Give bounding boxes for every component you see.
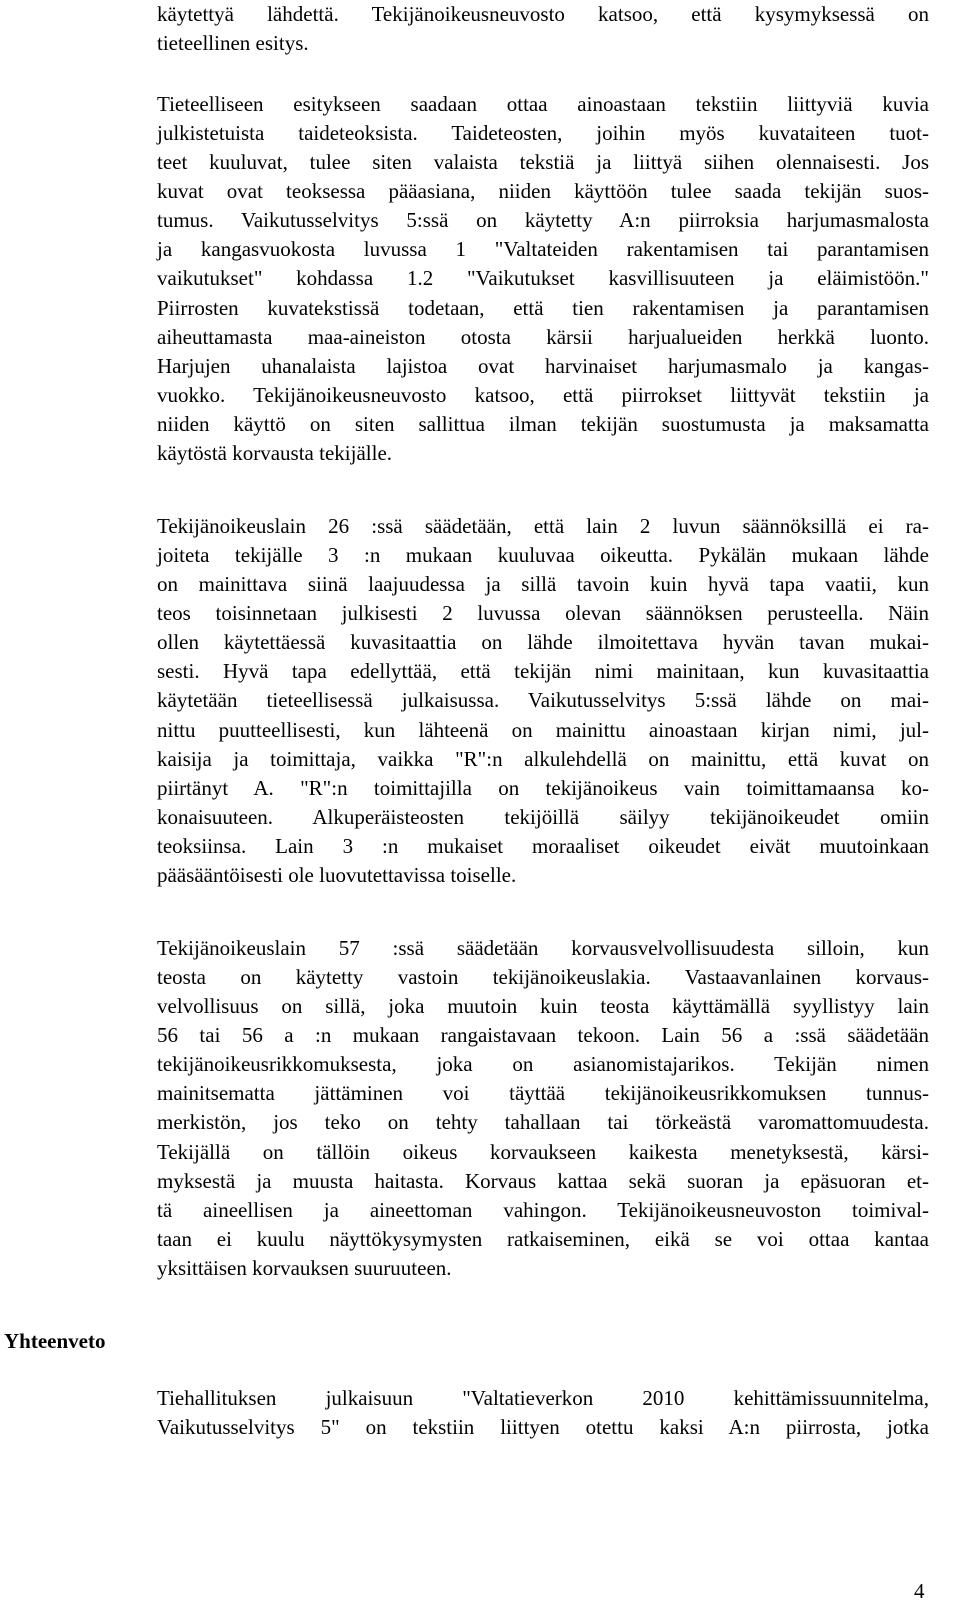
text-line: 56 tai 56 a :n mukaan rangaistavaan tekoon. Lain 56 a :ssä säädetään bbox=[157, 1023, 929, 1047]
text-line: ja kangasvuokosta luvussa 1 "Valtateiden rakentamisen tai parantamisen bbox=[157, 237, 929, 261]
text-line: ollen käytettäessä kuvasitaattia on lähde ilmoitettava hyvän tavan mukai- bbox=[157, 630, 929, 654]
text-line: tumus. Vaikutusselvitys 5:ssä on käytetty A:n piirroksia harjumasmalosta bbox=[157, 208, 929, 232]
text-line: Tekijänoikeuslain 26 :ssä säädetään, että lain 2 luvun säännöksillä ei ra- bbox=[157, 514, 929, 538]
text-line: Harjujen uhanalaista lajistoa ovat harvinaiset harjumasmalo ja kangas- bbox=[157, 354, 929, 378]
text-line: vuokko. Tekijänoikeusneuvosto katsoo, että piirrokset liittyvät tekstiin ja bbox=[157, 383, 929, 407]
text-line: piirtänyt A. "R":n toimittajilla on tekijänoikeus vain toimittamaansa ko- bbox=[157, 776, 929, 800]
text-line: taan ei kuulu näyttökysymysten ratkaiseminen, eikä se voi ottaa kantaa bbox=[157, 1227, 929, 1251]
text-line: teet kuuluvat, tulee siten valaista tekstiä ja liittyä siihen olennaisesti. Jos bbox=[157, 150, 929, 174]
text-line: käytetään tieteellisessä julkaisussa. Vaikutusselvitys 5:ssä lähde on mai- bbox=[157, 688, 929, 712]
text-line: pääsääntöisesti ole luovutettavissa toiselle. bbox=[157, 863, 517, 887]
text-line: Tieteelliseen esitykseen saadaan ottaa ainoastaan tekstiin liittyviä kuvia bbox=[157, 92, 929, 116]
text-line: kuvat ovat teoksessa pääasiana, niiden käyttöön tulee saada tekijän suos- bbox=[157, 179, 929, 203]
text-line: on mainittava siinä laajuudessa ja sillä tavoin kuin hyvä tapa vaatii, kun bbox=[157, 572, 929, 596]
text-line: velvollisuus on sillä, joka muutoin kuin teosta käyttämällä syyllistyy lain bbox=[157, 994, 929, 1018]
text-line: teos toisinnetaan julkisesti 2 luvussa olevan säännöksen perusteella. Näin bbox=[157, 601, 929, 625]
text-line: käytöstä korvausta tekijälle. bbox=[157, 441, 393, 465]
text-line: käytettyä lähdettä. Tekijänoikeusneuvosto katsoo, että kysymyksessä on bbox=[157, 2, 929, 26]
text-line: teoksiinsa. Lain 3 :n mukaiset moraaliset oikeudet eivät muutoinkaan bbox=[157, 834, 929, 858]
text-line: niiden käyttö on siten sallittua ilman tekijän suostumusta ja maksamatta bbox=[157, 412, 929, 436]
section-heading: Yhteenveto bbox=[4, 1329, 106, 1353]
text-line: mainitsematta jättäminen voi täyttää tekijänoikeusrikkomuksen tunnus- bbox=[157, 1081, 929, 1105]
text-line: Tekijänoikeuslain 57 :ssä säädetään korvausvelvollisuudesta silloin, kun bbox=[157, 936, 929, 960]
text-line: merkistön, jos teko on tehty tahallaan tai törkeästä varomattomuudesta. bbox=[157, 1110, 929, 1134]
text-line: aiheuttamasta maa-aineiston otosta kärsii harjualueiden herkkä luonto. bbox=[157, 325, 929, 349]
text-line: Vaikutusselvitys 5" on tekstiin liittyen otettu kaksi A:n piirrosta, jotka bbox=[157, 1415, 929, 1439]
text-line: Tiehallituksen julkaisuun "Valtatieverkon 2010 kehittämissuunnitelma, bbox=[157, 1386, 929, 1410]
text-line: myksestä ja muusta haitasta. Korvaus kattaa sekä suoran ja epäsuoran et- bbox=[157, 1169, 929, 1193]
text-line: nittu puutteellisesti, kun lähteenä on mainittu ainoastaan kirjan nimi, jul- bbox=[157, 718, 929, 742]
text-line: kaisija ja toimittaja, vaikka "R":n alkulehdellä on mainittu, että kuvat on bbox=[157, 747, 929, 771]
text-line: julkistetuista taideteoksista. Taideteosten, joihin myös kuvataiteen tuot- bbox=[157, 121, 929, 145]
text-line: tekijänoikeusrikkomuksesta, joka on asianomistajarikos. Tekijän nimen bbox=[157, 1052, 929, 1076]
text-line: joiteta tekijälle 3 :n mukaan kuuluvaa oikeutta. Pykälän mukaan lähde bbox=[157, 543, 929, 567]
text-line: yksittäisen korvauksen suuruuteen. bbox=[157, 1256, 452, 1280]
page-number: 4 bbox=[914, 1579, 925, 1603]
text-line: vaikutukset" kohdassa 1.2 "Vaikutukset kasvillisuuteen ja eläimistöön." bbox=[157, 266, 929, 290]
text-line: Piirrosten kuvatekstissä todetaan, että tien rakentamisen ja parantamisen bbox=[157, 296, 929, 320]
text-line: Tekijällä on tällöin oikeus korvaukseen kaikesta menetyksestä, kärsi- bbox=[157, 1140, 929, 1164]
text-line: tä aineellisen ja aineettoman vahingon. Tekijänoikeusneuvoston toimival- bbox=[157, 1198, 929, 1222]
text-line: konaisuuteen. Alkuperäisteosten tekijöillä säilyy tekijänoikeudet omiin bbox=[157, 805, 929, 829]
text-line: sesti. Hyvä tapa edellyttää, että tekijän nimi mainitaan, kun kuvasitaattia bbox=[157, 659, 929, 683]
text-line: tieteellinen esitys. bbox=[157, 31, 309, 55]
text-line: teosta on käytetty vastoin tekijänoikeuslakia. Vastaavanlainen korvaus- bbox=[157, 965, 929, 989]
